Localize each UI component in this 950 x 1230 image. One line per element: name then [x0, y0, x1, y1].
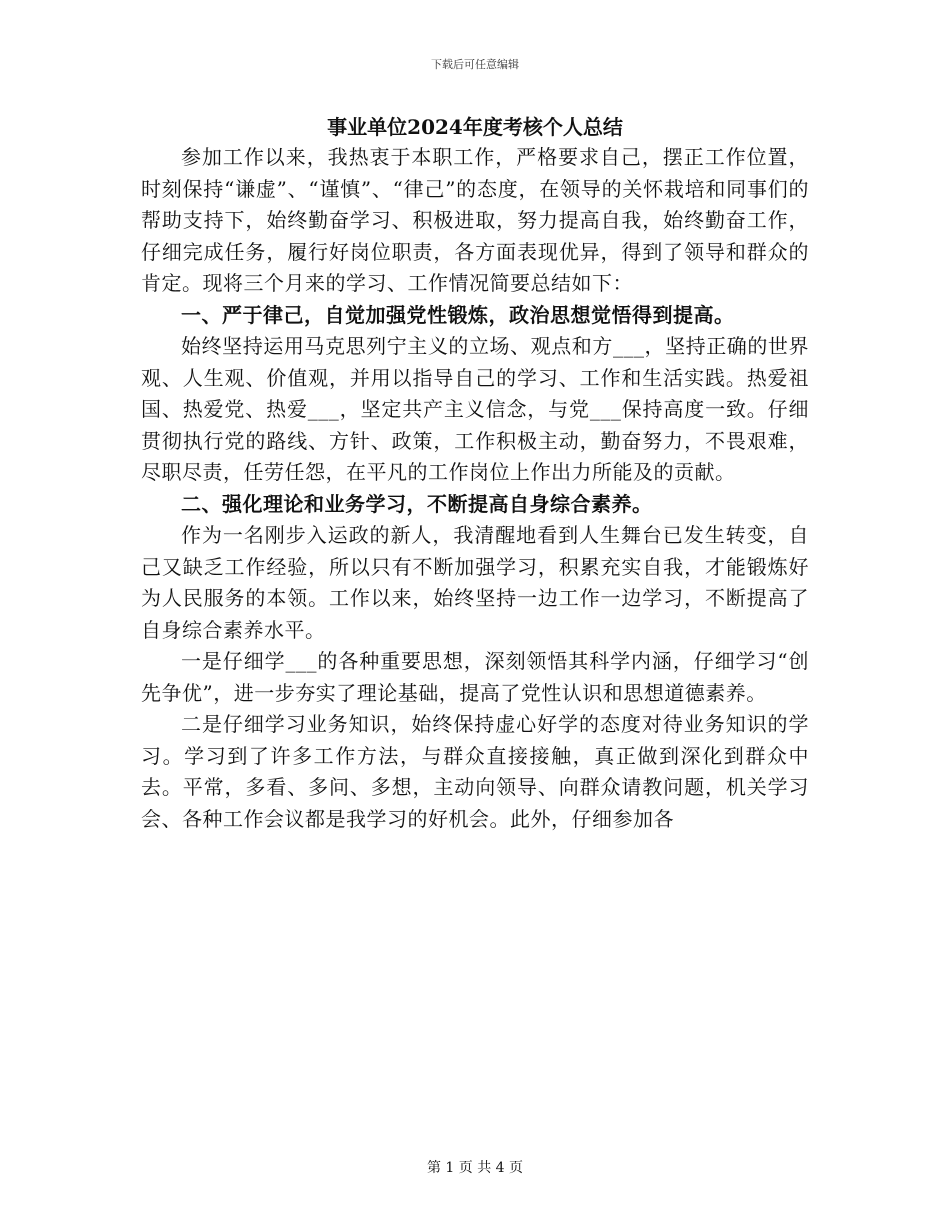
point-two-paragraph: 二是仔细学习业务知识，始终保持虚心好学的态度对待业务知识的学习。学习到了许多工作方法，与群众直接接触，真正做到深化到群众中去。平常，多看、多问、多想，主动向领导、向群众请教问题，机关学习会、各种工作会议都是我学习的好机会。此外，仔细参加各	[141, 712, 809, 831]
section-heading-1: 一、严于律己，自觉加强党性锻炼，政治思想觉悟得到提高。	[181, 302, 735, 327]
section-1-paragraph: 始终坚持运用马克思列宁主义的立场、观点和方___，坚持正确的世界观、人生观、价值观，并用以指导自己的学习、工作和生活实践。热爱祖国、热爱党、热爱___，坚定共产主义信念，与党___保持高度一致。仔细贯彻执行党的路线、方针、政策，工作积极主动，勤奋努力，不畏艰难，尽职尽责，任劳任怨，在平凡的工作岗位上作出力所能及的贡献。	[141, 334, 809, 484]
document-body	[141, 112, 809, 835]
document-title: 事业单位2024年度考核个人总结	[327, 115, 623, 139]
section-2-paragraph: 作为一名刚步入运政的新人，我清醒地看到人生舞台已发生转变，自己又缺乏工作经验，所以只有不断加强学习，积累充实自我，才能锻炼好为人民服务的本领。工作以来，始终坚持一边工作一边学习，不断提高了自身综合素养水平。	[141, 523, 809, 642]
header-note: 下载后可任意编辑	[431, 58, 519, 71]
intro-paragraph: 参加工作以来，我热衷于本职工作，严格要求自己，摆正工作位置，时刻保持“谦虚”、“谨慎”、“律己”的态度，在领导的关怀栽培和同事们的帮助支持下，始终勤奋学习、积极进取，努力提高自我，始终勤奋工作，仔细完成任务，履行好岗位职责，各方面表现优异，得到了领导和群众的肯定。现将三个月来的学习、工作情况简要总结如下：	[141, 145, 809, 295]
section-heading-2: 二、强化理论和业务学习，不断提高自身综合素养。	[181, 491, 653, 516]
point-one-paragraph: 一是仔细学___的各种重要思想，深刻领悟其科学内涵，仔细学习“创先争优”，进一步夯实了理论基础，提高了党性认识和思想道德素养。	[141, 649, 809, 705]
page-number: 第 1 页 共 4 页	[426, 1160, 524, 1176]
